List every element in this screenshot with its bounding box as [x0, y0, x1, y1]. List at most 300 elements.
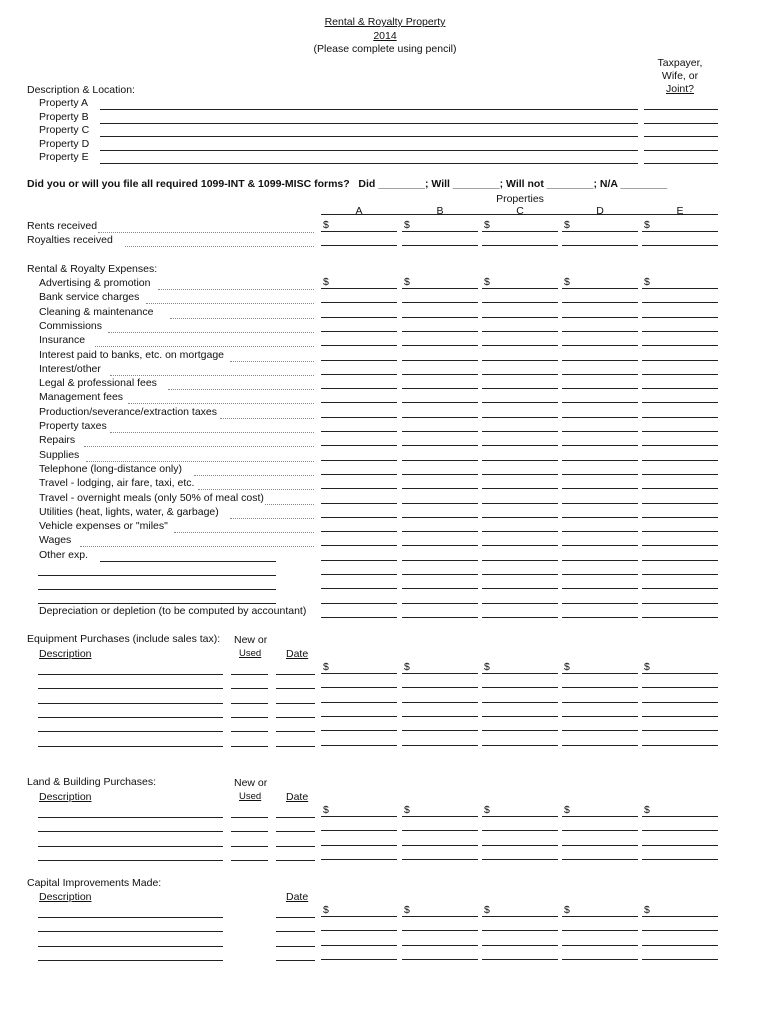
- amount-cell[interactable]: [402, 407, 478, 418]
- dollar-sign: $: [644, 661, 650, 673]
- expense-label-19: Other exp.: [39, 548, 89, 561]
- expense-leader-17: [174, 532, 314, 533]
- amount-cell[interactable]: [321, 421, 397, 432]
- forms-question: [27, 178, 667, 190]
- equipment-amount-cell[interactable]: [402, 677, 478, 688]
- amount-cell[interactable]: [482, 507, 558, 518]
- equipment-used-line[interactable]: [231, 674, 268, 675]
- amount-cell[interactable]: [402, 521, 478, 532]
- equipment-amount-cell[interactable]: [642, 677, 718, 688]
- land-date-line[interactable]: [276, 846, 315, 847]
- amount-cell[interactable]: [402, 507, 478, 518]
- amount-cell[interactable]: [321, 521, 397, 532]
- amount-cell[interactable]: [482, 278, 558, 289]
- equipment-amount-cell[interactable]: [321, 677, 397, 688]
- equipment-amount-cell[interactable]: [642, 706, 718, 717]
- rents-label: Rents received: [27, 220, 98, 232]
- amount-cell[interactable]: [562, 235, 638, 246]
- capital-date-line[interactable]: [276, 931, 315, 932]
- equipment-amount-cell[interactable]: [562, 720, 638, 731]
- amount-cell[interactable]: [642, 278, 718, 289]
- equipment-amount-cell[interactable]: [321, 735, 397, 746]
- land-description-line[interactable]: [38, 831, 223, 832]
- equipment-amount-cell[interactable]: [321, 706, 397, 717]
- capital-amount-cell[interactable]: [642, 935, 718, 946]
- amount-cell[interactable]: [321, 278, 397, 289]
- amount-cell[interactable]: [642, 450, 718, 461]
- expense-label-14: Travel - lodging, air fare, taxi, etc.: [39, 477, 195, 490]
- amount-cell[interactable]: [321, 335, 397, 346]
- amount-cell[interactable]: [642, 364, 718, 375]
- expense-label-5: Interest paid to banks, etc. on mortgage: [39, 348, 225, 361]
- amount-cell[interactable]: [562, 607, 638, 618]
- capital-date-line[interactable]: [276, 917, 315, 918]
- equipment-date-line[interactable]: [276, 674, 315, 675]
- amount-cell[interactable]: [482, 493, 558, 504]
- amount-cell[interactable]: [321, 407, 397, 418]
- land-amount-cell[interactable]: [482, 806, 558, 817]
- dollar-sign: $: [484, 661, 490, 673]
- capital-amount-cell[interactable]: [321, 935, 397, 946]
- equipment-description-line[interactable]: [38, 688, 223, 689]
- equipment-amount-cell[interactable]: [482, 706, 558, 717]
- amount-cell[interactable]: [482, 478, 558, 489]
- amount-cell[interactable]: [321, 321, 397, 332]
- equipment-amount-cell[interactable]: [562, 735, 638, 746]
- amount-cell[interactable]: [482, 593, 558, 604]
- equipment-amount-cell[interactable]: [482, 692, 558, 703]
- amount-cell[interactable]: [321, 564, 397, 575]
- capital-amount-cell[interactable]: [562, 920, 638, 931]
- land-used-line[interactable]: [231, 817, 268, 818]
- amount-cell[interactable]: [562, 278, 638, 289]
- equipment-date-line[interactable]: [276, 746, 315, 747]
- amount-cell[interactable]: [402, 493, 478, 504]
- amount-cell[interactable]: [562, 521, 638, 532]
- amount-cell[interactable]: [482, 378, 558, 389]
- amount-cell[interactable]: [321, 493, 397, 504]
- expense-label-1: Bank service charges: [39, 291, 140, 304]
- land-amount-cell[interactable]: [642, 820, 718, 831]
- capital-date: Date: [286, 891, 309, 903]
- expense-label-4: Insurance: [39, 334, 86, 347]
- column-header-a: A: [355, 205, 363, 217]
- equipment-amount-cell[interactable]: [402, 706, 478, 717]
- equipment-used-line[interactable]: [231, 717, 268, 718]
- dollar-sign: $: [404, 661, 410, 673]
- equipment-amount-cell[interactable]: [562, 677, 638, 688]
- amount-cell[interactable]: [321, 435, 397, 446]
- dollar-sign: $: [404, 276, 410, 288]
- amount-cell[interactable]: [321, 392, 397, 403]
- equipment-amount-cell[interactable]: [562, 663, 638, 674]
- amount-cell[interactable]: [482, 450, 558, 461]
- amount-cell[interactable]: [482, 364, 558, 375]
- amount-cell[interactable]: [642, 221, 718, 232]
- capital-amount-cell[interactable]: [402, 920, 478, 931]
- equipment-description-line[interactable]: [38, 717, 223, 718]
- equipment-amount-cell[interactable]: [642, 692, 718, 703]
- amount-cell[interactable]: [482, 564, 558, 575]
- land-amount-cell[interactable]: [321, 820, 397, 831]
- land-amount-cell[interactable]: [402, 820, 478, 831]
- capital-date-line[interactable]: [276, 946, 315, 947]
- amount-cell[interactable]: [482, 521, 558, 532]
- other-line-2[interactable]: [38, 589, 276, 590]
- land-description-line[interactable]: [38, 846, 223, 847]
- capital-amount-cell[interactable]: [482, 920, 558, 931]
- amount-cell[interactable]: [562, 392, 638, 403]
- land-amount-cell[interactable]: [482, 835, 558, 846]
- amount-cell[interactable]: [562, 435, 638, 446]
- amount-cell[interactable]: [321, 364, 397, 375]
- amount-cell[interactable]: [642, 335, 718, 346]
- dollar-sign: $: [323, 276, 329, 288]
- amount-cell[interactable]: [562, 378, 638, 389]
- dollar-sign: $: [644, 904, 650, 916]
- amount-cell[interactable]: [402, 535, 478, 546]
- equipment-date: Date: [286, 648, 309, 660]
- capital-description-line[interactable]: [38, 917, 223, 918]
- amount-cell[interactable]: [402, 593, 478, 604]
- equipment-amount-cell[interactable]: [402, 720, 478, 731]
- land-amount-cell[interactable]: [402, 849, 478, 860]
- capital-amount-cell[interactable]: [321, 920, 397, 931]
- equipment-used-line[interactable]: [231, 746, 268, 747]
- land-heading: Land & Building Purchases:: [27, 776, 156, 788]
- capital-amount-cell[interactable]: [642, 949, 718, 960]
- dollar-sign: $: [484, 276, 490, 288]
- land-used-line[interactable]: [231, 860, 268, 861]
- equipment-amount-cell[interactable]: [402, 692, 478, 703]
- amount-cell[interactable]: [402, 435, 478, 446]
- property-location-line-b[interactable]: [100, 123, 638, 124]
- amount-cell[interactable]: [402, 292, 478, 303]
- amount-cell[interactable]: [482, 235, 558, 246]
- amount-cell[interactable]: [642, 307, 718, 318]
- amount-cell[interactable]: [642, 593, 718, 604]
- amount-cell[interactable]: [321, 450, 397, 461]
- amount-cell[interactable]: [402, 578, 478, 589]
- amount-cell[interactable]: [402, 221, 478, 232]
- amount-cell[interactable]: [642, 435, 718, 446]
- expense-leader-18: [80, 546, 314, 547]
- property-location-line-e[interactable]: [100, 163, 638, 164]
- na-field[interactable]: ; N/A ________: [593, 178, 668, 190]
- capital-amount-cell[interactable]: [562, 949, 638, 960]
- amount-cell[interactable]: [402, 335, 478, 346]
- amount-cell[interactable]: [482, 550, 558, 561]
- amount-cell[interactable]: [321, 350, 397, 361]
- will-not-field[interactable]: ; Will not ________: [499, 178, 594, 190]
- land-amount-cell[interactable]: [321, 806, 397, 817]
- land-amount-cell[interactable]: [321, 849, 397, 860]
- equipment-amount-cell[interactable]: [562, 692, 638, 703]
- equipment-description: Description: [39, 648, 92, 660]
- equipment-amount-cell[interactable]: [321, 720, 397, 731]
- amount-cell[interactable]: [402, 364, 478, 375]
- equipment-used-line[interactable]: [231, 731, 268, 732]
- equipment-amount-cell[interactable]: [482, 735, 558, 746]
- amount-cell[interactable]: [321, 578, 397, 589]
- property-owner-line-d[interactable]: [644, 150, 718, 151]
- amount-cell[interactable]: [482, 407, 558, 418]
- equipment-amount-cell[interactable]: [482, 663, 558, 674]
- amount-cell[interactable]: [402, 378, 478, 389]
- amount-cell[interactable]: [562, 221, 638, 232]
- land-amount-cell[interactable]: [562, 835, 638, 846]
- dollar-sign: $: [644, 804, 650, 816]
- amount-cell[interactable]: [642, 235, 718, 246]
- amount-cell[interactable]: [321, 535, 397, 546]
- amount-cell[interactable]: [642, 464, 718, 475]
- amount-cell[interactable]: [562, 421, 638, 432]
- amount-cell[interactable]: [642, 392, 718, 403]
- land-amount-cell[interactable]: [642, 849, 718, 860]
- amount-cell[interactable]: [402, 350, 478, 361]
- amount-cell[interactable]: [562, 364, 638, 375]
- property-location-line-a[interactable]: [100, 109, 638, 110]
- expense-label-6: Interest/other: [39, 362, 101, 375]
- amount-cell[interactable]: [321, 292, 397, 303]
- amount-cell[interactable]: [642, 521, 718, 532]
- amount-cell[interactable]: [402, 450, 478, 461]
- equipment-date-line[interactable]: [276, 717, 315, 718]
- land-amount-cell[interactable]: [402, 806, 478, 817]
- amount-cell[interactable]: [562, 507, 638, 518]
- equipment-description-line[interactable]: [38, 746, 223, 747]
- amount-cell[interactable]: [321, 464, 397, 475]
- capital-amount-cell[interactable]: [402, 906, 478, 917]
- amount-cell[interactable]: [642, 407, 718, 418]
- equipment-date-line[interactable]: [276, 731, 315, 732]
- equipment-heading: Equipment Purchases (include sales tax):: [27, 633, 221, 645]
- amount-cell[interactable]: [482, 535, 558, 546]
- capital-amount-cell[interactable]: [642, 906, 718, 917]
- amount-cell[interactable]: [642, 292, 718, 303]
- other-line-3[interactable]: [38, 603, 276, 604]
- amount-cell[interactable]: [402, 464, 478, 475]
- amount-cell[interactable]: [321, 550, 397, 561]
- will-field[interactable]: ; Will ________: [424, 178, 500, 190]
- expense-label-8: Management fees: [39, 391, 124, 404]
- amount-cell[interactable]: [562, 478, 638, 489]
- equipment-description-line[interactable]: [38, 674, 223, 675]
- amount-cell[interactable]: [642, 507, 718, 518]
- amount-cell[interactable]: [321, 221, 397, 232]
- land-amount-cell[interactable]: [402, 835, 478, 846]
- equipment-used: Used: [239, 648, 262, 659]
- wife-label: Wife, or: [661, 70, 699, 82]
- capital-amount-cell[interactable]: [482, 906, 558, 917]
- equipment-amount-cell[interactable]: [402, 735, 478, 746]
- property-owner-line-a[interactable]: [644, 109, 718, 110]
- amount-cell[interactable]: [482, 292, 558, 303]
- land-amount-cell[interactable]: [642, 835, 718, 846]
- amount-cell[interactable]: [482, 421, 558, 432]
- expense-label-18: Wages: [39, 534, 72, 547]
- land-amount-cell[interactable]: [562, 806, 638, 817]
- amount-cell[interactable]: [562, 578, 638, 589]
- amount-cell[interactable]: [642, 564, 718, 575]
- equipment-amount-cell[interactable]: [402, 663, 478, 674]
- amount-cell[interactable]: [402, 421, 478, 432]
- amount-cell[interactable]: [642, 578, 718, 589]
- land-description-line[interactable]: [38, 860, 223, 861]
- amount-cell[interactable]: [562, 335, 638, 346]
- expense-label-13: Telephone (long-distance only): [39, 462, 183, 475]
- equipment-date-line[interactable]: [276, 703, 315, 704]
- equipment-date-line[interactable]: [276, 688, 315, 689]
- amount-cell[interactable]: [402, 564, 478, 575]
- amount-cell[interactable]: [642, 493, 718, 504]
- amount-cell[interactable]: [562, 407, 638, 418]
- amount-cell[interactable]: [482, 307, 558, 318]
- amount-cell[interactable]: [562, 464, 638, 475]
- land-amount-cell[interactable]: [642, 806, 718, 817]
- equipment-description-line[interactable]: [38, 731, 223, 732]
- amount-cell[interactable]: [642, 607, 718, 618]
- capital-date-line[interactable]: [276, 960, 315, 961]
- other-exp-line[interactable]: [100, 561, 276, 562]
- land-amount-cell[interactable]: [482, 849, 558, 860]
- amount-cell[interactable]: [562, 292, 638, 303]
- amount-cell[interactable]: [482, 350, 558, 361]
- dollar-sign: $: [323, 219, 329, 231]
- expense-label-9: Production/severance/extraction taxes: [39, 405, 218, 418]
- expense-leader-14: [198, 489, 314, 490]
- equipment-amount-cell[interactable]: [321, 692, 397, 703]
- property-location-line-d[interactable]: [100, 150, 638, 151]
- amount-cell[interactable]: [642, 535, 718, 546]
- property-label-e: Property E: [39, 151, 89, 163]
- amount-cell[interactable]: [642, 350, 718, 361]
- capital-amount-cell[interactable]: [562, 935, 638, 946]
- capital-amount-cell[interactable]: [562, 906, 638, 917]
- land-date-line[interactable]: [276, 860, 315, 861]
- amount-cell[interactable]: [562, 593, 638, 604]
- capital-amount-cell[interactable]: [482, 935, 558, 946]
- land-amount-cell[interactable]: [482, 820, 558, 831]
- amount-cell[interactable]: [321, 235, 397, 246]
- property-location-line-c[interactable]: [100, 136, 638, 137]
- amount-cell[interactable]: [321, 307, 397, 318]
- amount-cell[interactable]: [402, 392, 478, 403]
- capital-description-line[interactable]: [38, 960, 223, 961]
- amount-cell[interactable]: [482, 392, 558, 403]
- amount-cell[interactable]: [482, 321, 558, 332]
- dollar-sign: $: [404, 904, 410, 916]
- amount-cell[interactable]: [562, 493, 638, 504]
- expense-label-12: Supplies: [39, 448, 80, 461]
- amount-cell[interactable]: [642, 550, 718, 561]
- amount-cell[interactable]: [642, 378, 718, 389]
- property-label-a: Property A: [39, 97, 89, 109]
- did-field[interactable]: Did ________: [358, 178, 425, 190]
- amount-cell[interactable]: [642, 421, 718, 432]
- property-owner-line-e[interactable]: [644, 163, 718, 164]
- amount-cell[interactable]: [562, 450, 638, 461]
- land-amount-cell[interactable]: [562, 820, 638, 831]
- amount-cell[interactable]: [402, 550, 478, 561]
- land-used-line[interactable]: [231, 846, 268, 847]
- royalties-label: Royalties received: [27, 234, 113, 246]
- equipment-amount-cell[interactable]: [642, 735, 718, 746]
- land-date-line[interactable]: [276, 831, 315, 832]
- amount-cell[interactable]: [321, 593, 397, 604]
- capital-description-line[interactable]: [38, 931, 223, 932]
- capital-amount-cell[interactable]: [402, 935, 478, 946]
- land-description-line[interactable]: [38, 817, 223, 818]
- equipment-description-line[interactable]: [38, 703, 223, 704]
- amount-cell[interactable]: [402, 321, 478, 332]
- land-date-line[interactable]: [276, 817, 315, 818]
- equipment-amount-cell[interactable]: [642, 720, 718, 731]
- equipment-used-line[interactable]: [231, 688, 268, 689]
- amount-cell[interactable]: [562, 350, 638, 361]
- forms-question-text: Did you or will you file all required 1099-INT & 1099-MISC forms?: [27, 178, 350, 190]
- land-amount-cell[interactable]: [321, 835, 397, 846]
- equipment-amount-cell[interactable]: [562, 706, 638, 717]
- property-owner-line-c[interactable]: [644, 136, 718, 137]
- amount-cell[interactable]: [482, 335, 558, 346]
- amount-cell[interactable]: [482, 221, 558, 232]
- amount-cell[interactable]: [562, 535, 638, 546]
- expense-leader-9: [220, 418, 314, 419]
- amount-cell[interactable]: [402, 278, 478, 289]
- amount-cell[interactable]: [482, 435, 558, 446]
- amount-cell[interactable]: [482, 607, 558, 618]
- land-used-line[interactable]: [231, 831, 268, 832]
- expense-leader-16: [230, 518, 314, 519]
- capital-amount-cell[interactable]: [642, 920, 718, 931]
- taxpayer-label: Taxpayer,: [657, 57, 703, 69]
- equipment-amount-cell[interactable]: [482, 720, 558, 731]
- expense-leader-5: [230, 361, 314, 362]
- capital-description-line[interactable]: [38, 946, 223, 947]
- amount-cell[interactable]: [402, 478, 478, 489]
- amount-cell[interactable]: [402, 235, 478, 246]
- equipment-used-line[interactable]: [231, 703, 268, 704]
- capital-amount-cell[interactable]: [482, 949, 558, 960]
- amount-cell[interactable]: [402, 307, 478, 318]
- amount-cell[interactable]: [482, 578, 558, 589]
- amount-cell[interactable]: [642, 321, 718, 332]
- amount-cell[interactable]: [562, 564, 638, 575]
- land-used: Used: [239, 791, 262, 802]
- equipment-amount-cell[interactable]: [321, 663, 397, 674]
- capital-amount-cell[interactable]: [402, 949, 478, 960]
- amount-cell[interactable]: [321, 478, 397, 489]
- amount-cell[interactable]: [562, 307, 638, 318]
- amount-cell[interactable]: [321, 607, 397, 618]
- other-line-1[interactable]: [38, 575, 276, 576]
- amount-cell[interactable]: [562, 321, 638, 332]
- capital-amount-cell[interactable]: [321, 949, 397, 960]
- equipment-amount-cell[interactable]: [482, 677, 558, 688]
- amount-cell[interactable]: [642, 478, 718, 489]
- amount-cell[interactable]: [482, 464, 558, 475]
- equipment-amount-cell[interactable]: [642, 663, 718, 674]
- amount-cell[interactable]: [321, 378, 397, 389]
- amount-cell[interactable]: [402, 607, 478, 618]
- land-amount-cell[interactable]: [562, 849, 638, 860]
- dollar-sign: $: [564, 661, 570, 673]
- capital-amount-cell[interactable]: [321, 906, 397, 917]
- property-owner-line-b[interactable]: [644, 123, 718, 124]
- amount-cell[interactable]: [321, 507, 397, 518]
- amount-cell[interactable]: [562, 550, 638, 561]
